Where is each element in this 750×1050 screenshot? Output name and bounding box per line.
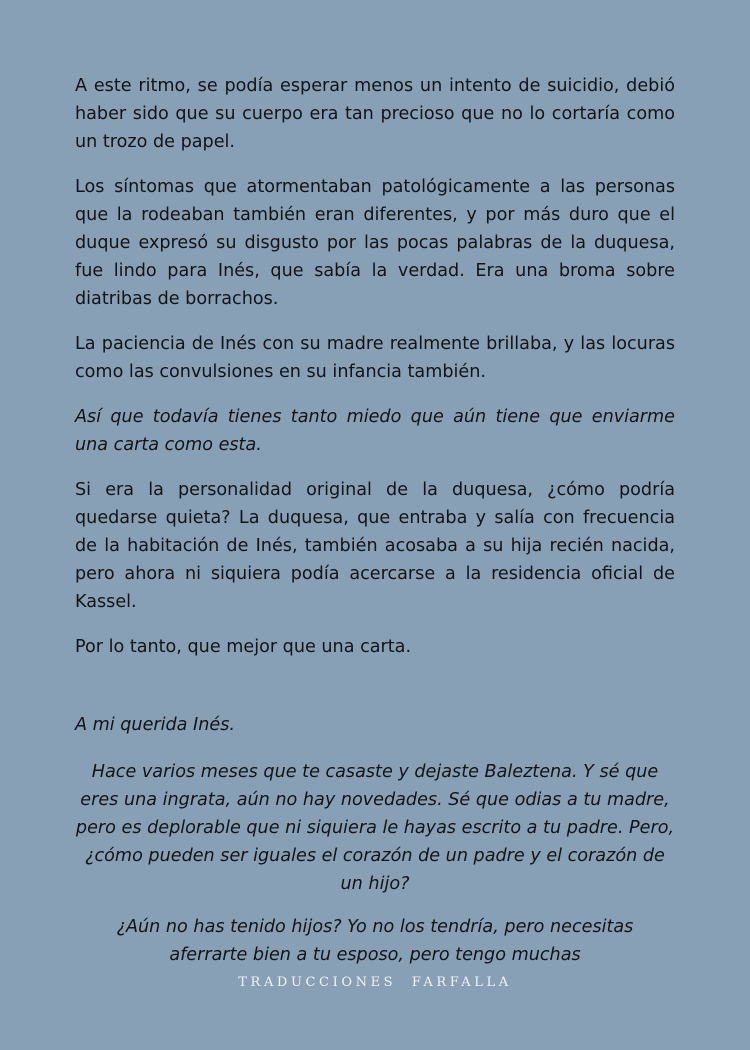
paragraph: Los síntomas que atormentaban patológicamente a las personas que la rodeaban también eran diferentes, y por más duro que el duque expresó su disgusto por las pocas palabras de la duquesa, fue lindo para Inés, que sabía la verdad. Era una broma sobre diatribas de borrachos. (75, 177, 675, 309)
letter-paragraph: Hace varios meses que te casaste y dejaste Baleztena. Y sé que eres una ingrata, aún no hay novedades. Sé que odias a tu madre, pero es deplorable que ni siquiera le hayas escrito a tu padre. Pero, ¿cómo pueden ser iguales el corazón de un padre y el corazón de un hijo? (75, 762, 675, 894)
footer-credit: TRADUCCIONES FARFALLA (238, 975, 512, 990)
letter-body (75, 758, 675, 984)
letter-salutation: A mi querida Inés. (75, 715, 235, 735)
paragraph: Por lo tanto, que mejor que una carta. (75, 637, 412, 657)
italic-paragraph: Así que todavía tienes tanto miedo que aún tiene que enviarme una carta como esta. (75, 407, 675, 455)
letter-paragraph: ¿Aún no has tenido hijos? Yo no los tendría, pero necesitas aferrarte bien a tu esposo, pero tengo muchas (116, 917, 634, 965)
document-body (75, 72, 675, 678)
paragraph: Si era la personalidad original de la duquesa, ¿cómo podría quedarse quieta? La duquesa, que entraba y salía con frecuencia de la habitación de Inés, también acosaba a su hija recién nacida, pero ahora ni siquiera podía acercarse a la residencia oficial de Kassel. (75, 480, 675, 612)
paragraph: La paciencia de Inés con su madre realmente brillaba, y las locuras como las convulsiones en su infancia también. (75, 334, 675, 382)
paragraph: A este ritmo, se podía esperar menos un intento de suicidio, debió haber sido que su cuerpo era tan precioso que no lo cortaría como un trozo de papel. (75, 76, 675, 152)
